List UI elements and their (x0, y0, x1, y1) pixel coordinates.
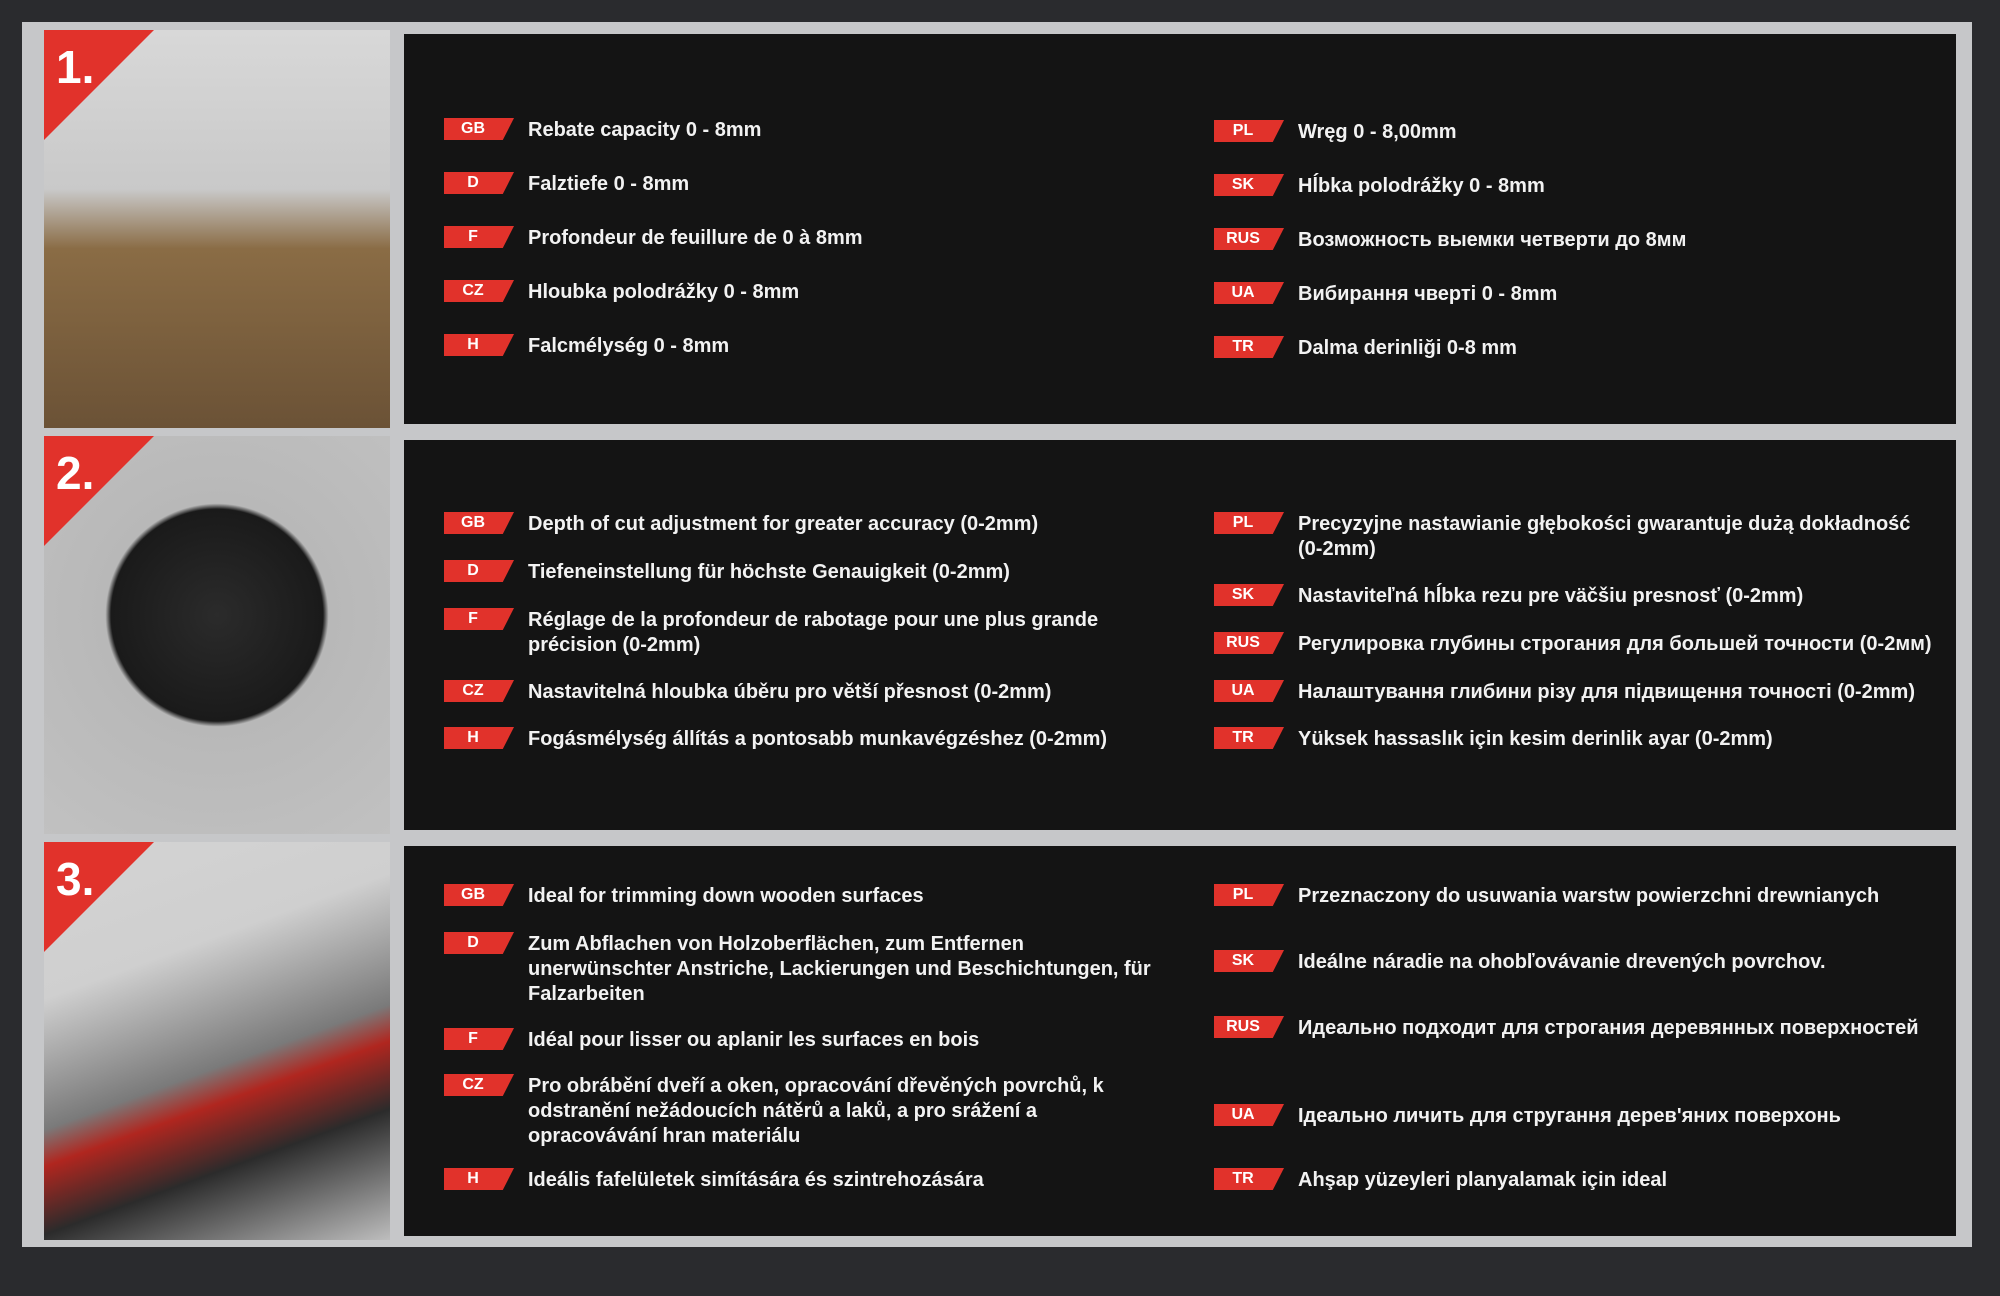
lang-badge: TR (1214, 336, 1284, 358)
section-number: 2. (56, 447, 95, 499)
lang-row (444, 512, 1144, 537)
lang-badge: RUS (1214, 1016, 1284, 1038)
feature-text: Tiefeneinstellung für höchste Genauigkeit (0-2mm) (528, 561, 1010, 583)
lang-badge: D (444, 560, 514, 582)
section-number: 1. (56, 41, 95, 93)
feature-text: Ідеально личить для стругання дерев'яних поверхонь (1298, 1105, 1841, 1127)
lang-badge: CZ (444, 680, 514, 702)
feature-text: Ideális fafelületek simítására és szintrehozására (528, 1169, 984, 1191)
lang-badge: F (444, 608, 514, 630)
feature-text-panel (404, 846, 1956, 1236)
lang-badge: GB (444, 884, 514, 906)
lang-row (444, 118, 1144, 143)
lang-badge: PL (1214, 120, 1284, 142)
feature-text: Налаштування глибини різу для підвищення точності (0-2mm) (1298, 681, 1915, 703)
lang-row (1214, 1016, 1934, 1041)
lang-row (444, 1074, 1164, 1149)
feature-text: Ahşap yüzeyleri planyalamak için ideal (1298, 1169, 1668, 1191)
feature-text: Регулировка глубины строгания для большей точности (0-2мм) (1298, 633, 1932, 655)
lang-badge: GB (444, 512, 514, 534)
lang-badge: F (444, 1028, 514, 1050)
feature-section-1 (34, 30, 1968, 428)
lang-row (444, 560, 1144, 585)
lang-row (1214, 884, 1934, 909)
lang-badge: RUS (1214, 632, 1284, 654)
lang-row (444, 334, 1144, 359)
lang-row (1214, 174, 1934, 199)
lang-row (1214, 282, 1934, 307)
lang-badge: SK (1214, 174, 1284, 196)
lang-row (1214, 1168, 1934, 1193)
lang-badge: PL (1214, 512, 1284, 534)
lang-row (444, 1028, 1164, 1053)
feature-text: Fogásmélység állítás a pontosabb munkavégzéshez (0-2mm) (528, 728, 1108, 750)
lang-row (1214, 1104, 1934, 1129)
feature-section-2 (34, 436, 1968, 834)
lang-row (444, 884, 1164, 909)
feature-text: Wręg 0 - 8,00mm (1298, 121, 1457, 143)
feature-text: Вибирання чверті 0 - 8mm (1298, 283, 1558, 305)
feature-text: Nastavitelná hloubka úběru pro větší přesnost (0-2mm) (528, 681, 1052, 703)
feature-text: Yüksek hassaslık için kesim derinlik ayar (0-2mm) (1298, 728, 1773, 750)
lang-row (1214, 120, 1934, 145)
feature-text: Profondeur de feuillure de 0 à 8mm (528, 227, 863, 249)
lang-badge: TR (1214, 1168, 1284, 1190)
lang-badge: CZ (444, 280, 514, 302)
feature-section-3 (34, 842, 1968, 1240)
feature-text: Precyzyjne nastawianie głębokości gwarantuje dużą dokładność (0-2mm) (1298, 513, 1911, 560)
feature-text-panel (404, 440, 1956, 830)
feature-text: Réglage de la profondeur de rabotage pour une plus grande précision (0-2mm) (528, 609, 1099, 656)
feature-text: Ideálne náradie na ohobľovávanie drevených povrchov. (1298, 951, 1826, 973)
lang-row (1214, 584, 1934, 609)
feature-text: Ideal for trimming down wooden surfaces (528, 885, 924, 907)
lang-row (444, 608, 1144, 658)
lang-badge: UA (1214, 1104, 1284, 1126)
lang-row (1214, 512, 1934, 562)
section-number: 3. (56, 853, 95, 905)
feature-text: Pro obrábění dveří a oken, opracování dřevěných povrchů, k odstranění nežádoucích nátěrů a laků, a pro srážení a opracovávání hran materiálu (528, 1075, 1104, 1147)
lang-row (444, 932, 1164, 1007)
lang-badge: PL (1214, 884, 1284, 906)
feature-text: Идеально подходит для строгания деревянных поверхностей (1298, 1017, 1919, 1039)
feature-text: Przeznaczony do usuwania warstw powierzchni drewnianych (1298, 885, 1880, 907)
lang-badge: UA (1214, 282, 1284, 304)
depth-knob-photo (44, 436, 390, 834)
feature-text: Falztiefe 0 - 8mm (528, 173, 690, 195)
lang-badge: D (444, 172, 514, 194)
lang-badge: RUS (1214, 228, 1284, 250)
planer-rebate-photo (44, 30, 390, 428)
lang-row (1214, 950, 1934, 975)
lang-row (444, 280, 1144, 305)
feature-text: Zum Abflachen von Holzoberflächen, zum Entfernen unerwünschter Anstriche, Lackierungen und Beschichtungen, für Falzarbeiten (528, 933, 1151, 1005)
lang-row (1214, 727, 1934, 752)
lang-row (444, 1168, 1164, 1193)
lang-badge: D (444, 932, 514, 954)
lang-badge: UA (1214, 680, 1284, 702)
lang-badge: CZ (444, 1074, 514, 1096)
lang-badge: H (444, 727, 514, 749)
feature-text: Depth of cut adjustment for greater accuracy (0-2mm) (528, 513, 1039, 535)
feature-text-panel (404, 34, 1956, 424)
feature-text: Dalma derinliği 0-8 mm (1298, 337, 1517, 359)
lang-badge: SK (1214, 950, 1284, 972)
lang-row (1214, 336, 1934, 361)
lang-badge: SK (1214, 584, 1284, 606)
lang-badge: H (444, 1168, 514, 1190)
feature-text: Rebate capacity 0 - 8mm (528, 119, 762, 141)
lang-row (1214, 632, 1934, 657)
lang-row (444, 226, 1144, 251)
feature-text: Idéal pour lisser ou aplanir les surfaces en bois (528, 1029, 980, 1051)
lang-row (1214, 680, 1934, 705)
lang-badge: GB (444, 118, 514, 140)
feature-text: Возможность выемки четверти до 8мм (1298, 229, 1687, 251)
lang-row (444, 680, 1144, 705)
feature-text: Hĺbka polodrážky 0 - 8mm (1298, 175, 1545, 197)
lang-badge: F (444, 226, 514, 248)
lang-row (444, 727, 1164, 752)
lang-badge: H (444, 334, 514, 356)
feature-text: Nastaviteľná hĺbka rezu pre väčšiu presnosť (0-2mm) (1298, 585, 1804, 607)
lang-row (1214, 228, 1934, 253)
lang-badge: TR (1214, 727, 1284, 749)
lang-row (444, 172, 1144, 197)
planer-blade-photo (44, 842, 390, 1240)
feature-text: Hloubka polodrážky 0 - 8mm (528, 281, 800, 303)
feature-text: Falcmélység 0 - 8mm (528, 335, 730, 357)
